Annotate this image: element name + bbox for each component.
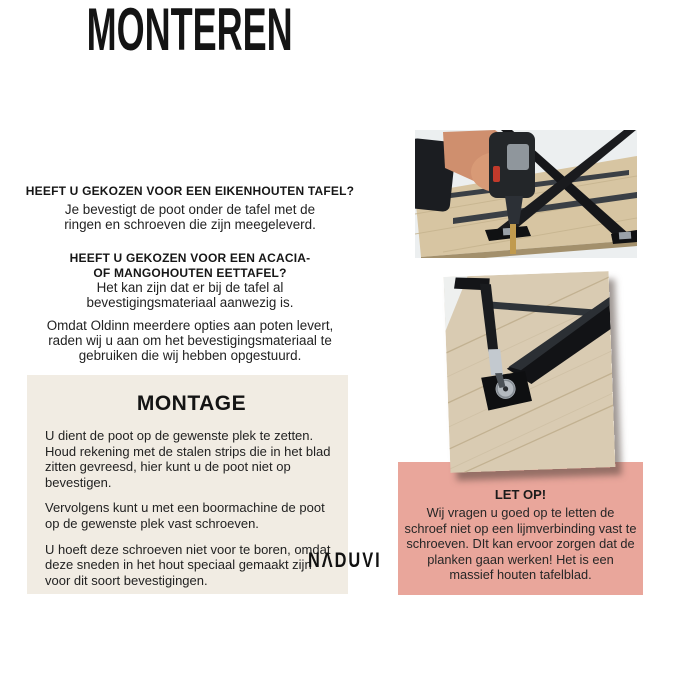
leg-closeup-photo (444, 271, 616, 473)
montage-paragraph-1: U dient de poot op de gewenste plek te zetten. Houd rekening met de stalen strips die in het blad zitten gevreesd, hier kunt u de poot niet op bevestigen. (45, 428, 331, 490)
drill-photo-illustration (415, 130, 637, 258)
naduvi-logo: NΛDUVI (308, 549, 382, 572)
warning-heading: LET OP! (494, 487, 547, 502)
montage-paragraph-2: Vervolgens kunt u met een boormachine de poot op de gewenste plek vast schroeven. (45, 500, 325, 531)
leg-closeup-illustration (444, 271, 616, 473)
montage-heading: MONTAGE (136, 392, 247, 415)
section-eiken-heading: HEEFT U GEKOZEN VOOR EEN EIKENHOUTEN TAFEL? (25, 184, 355, 198)
oldinn-note: Omdat Oldinn meerdere opties aan poten levert, raden wij u aan om het bevestigingsmateriaal te gebruiken die wij hebben opgestuurd. (46, 318, 334, 363)
section-eiken-body: Je bevestigt de poot onder de tafel met de ringen en schroeven die zijn meegeleverd. (64, 202, 316, 232)
section-acacia-body: Het kan zijn dat er bij de tafel al bevestigingsmateriaal aanwezig is. (86, 280, 294, 310)
montage-panel (27, 375, 348, 594)
page-title-text: MONTEREN (86, 0, 294, 63)
section-acacia-heading: HEEFT U GEKOZEN VOOR EEN ACACIA- OF MANGOHOUTEN EETTAFEL? (69, 251, 311, 280)
page-title (0, 0, 380, 63)
warning-panel (398, 462, 643, 595)
table-leg-drill-photo (415, 130, 637, 258)
warning-body: Wij vragen u goed op te letten de schroef niet op een lijmverbinding vast te schroeven. DIt kan ervoor zorgen dat de planken gaan werken! Het is een massief houten tafelblad. (404, 505, 637, 582)
montage-paragraph-3: U hoeft deze schroeven niet voor te boren, omdat deze sneden in het hout speciaal gemaakt zijn voor dit soort bevestigingen. (45, 541, 331, 588)
